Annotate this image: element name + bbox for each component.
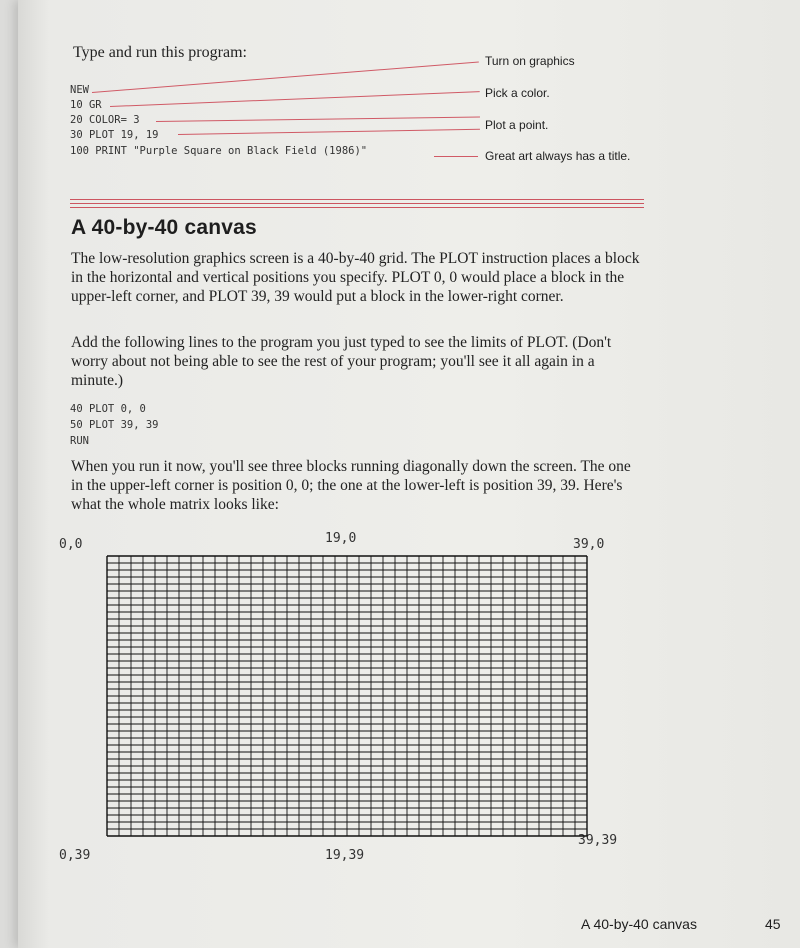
callout-rule-plot2 [178,129,480,135]
code-line-color: 20 COLOR= 3 [70,114,140,126]
code-line-gr: 10 GR [70,99,102,111]
intro-text: Type and run this program: [73,44,247,61]
callout-color: Pick a color. [485,86,550,100]
section-rule-1 [70,199,644,200]
section-rule-3 [70,207,644,208]
paragraph-run-result: When you run it now, you'll see three blocks running diagonally down the screen. The one in the upper-left corner is position 0, 0; the one at the lower-left is position 39, 39. Here's what the whole matrix looks like: [71,458,631,513]
grid-label-top-left: 0,0 [59,537,83,552]
paragraph-add-lines: Add the following lines to the program you just typed to see the limits of PLOT. (Don't worry about not being able to see the rest of your program; you'll see it all again in a minute.) [71,334,612,389]
code2-line-run: RUN [70,435,89,447]
grid-label-bottom-left: 0,39 [59,848,91,863]
code2-line-50: 50 PLOT 39, 39 [70,419,159,431]
callout-graphics: Turn on graphics [485,54,575,68]
plot-matrix-grid [106,555,588,837]
grid-label-top-right: 39,0 [573,537,605,552]
grid-label-top-mid: 19,0 [325,531,357,546]
code-line-new: NEW [70,84,89,96]
footer-section-title: A 40-by-40 canvas [581,916,697,932]
callout-title: Great art always has a title. [485,149,631,163]
code-line-plot: 30 PLOT 19, 19 [70,129,159,141]
code-line-print: 100 PRINT "Purple Square on Black Field (1986)" [70,145,368,157]
callout-plot: Plot a point. [485,118,549,132]
paragraph-canvas-intro: The low-resolution graphics screen is a 40-by-40 grid. The PLOT instruction places a block in the horizontal and vertical positions you specify. PLOT 0, 0 would place a block in the upper-left corner, and PLOT 39, 39 would put a block in the lower-right corner. [71,250,640,305]
grid-label-bottom-right: 39,39 [578,833,618,848]
callout-rule-plot [156,116,480,122]
callout-rule-title [434,156,478,157]
code2-line-40: 40 PLOT 0, 0 [70,403,146,415]
grid-label-bottom-mid: 19,39 [325,848,365,863]
page-number: 45 [765,916,781,932]
section-rule-2 [70,203,644,204]
callout-rule-color [110,91,480,107]
book-page [18,0,800,948]
callout-rule-graphics [92,62,479,93]
section-title: A 40-by-40 canvas [71,216,257,239]
